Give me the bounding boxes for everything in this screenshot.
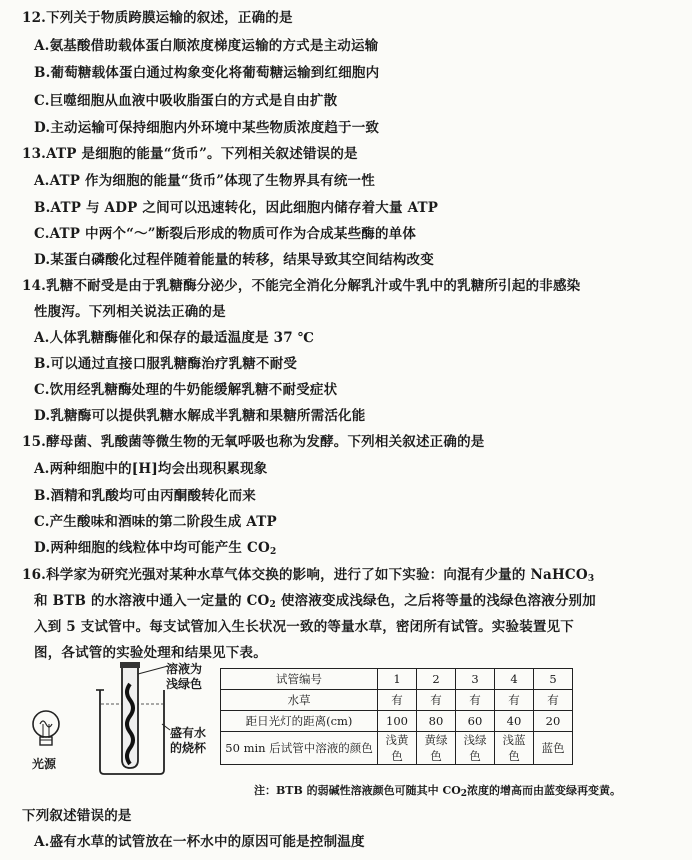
table-cell: 60 <box>456 711 495 732</box>
question-13-option-d: D.某蛋白磷酸化过程伴随着能量的转移，结果导致其空间结构改变 <box>34 252 434 268</box>
question-14-option-c: C.饮用经乳糖酶处理的牛奶能缓解乳糖不耐受症状 <box>34 382 338 398</box>
beaker-label: 盛有水 的烧杯 <box>170 726 207 755</box>
question-14-option-b: B.可以通过直接口服乳糖酶治疗乳糖不耐受 <box>34 356 298 372</box>
table-cell: 80 <box>417 711 456 732</box>
question-12-option-c: C.巨噬细胞从血液中吸收脂蛋白的方式是自由扩散 <box>34 93 338 109</box>
solution-color-label: 溶液为 浅绿色 <box>166 662 203 691</box>
table-note: 注：BTB 的弱碱性溶液颜色可随其中 $CO_2$浓度的增高而由蓝变绿再变黄。 <box>254 784 622 799</box>
table-cell: 有 <box>378 690 417 711</box>
table-cell: 浅黄色 <box>378 732 417 765</box>
question-14-option-d: D.乳糖酶可以提供乳糖水解成半乳糖和果糖所需活化能 <box>34 408 366 424</box>
experiment-figure <box>20 660 680 790</box>
question-13-option-b: B.ATP 与 ADP 之间可以迅速转化，因此细胞内储存着大量 ATP <box>34 200 439 216</box>
table-cell: 5 <box>534 669 573 690</box>
question-13-stem: 13.ATP 是细胞的能量“货币”。下列相关叙述错误的是 <box>22 146 358 162</box>
question-12-stem: 12.下列关于物质跨膜运输的叙述，正确的是 <box>22 10 293 26</box>
table-cell: 有 <box>495 690 534 711</box>
question-15-option-a: A.两种细胞中的[H]均会出现积累现象 <box>34 461 268 477</box>
table-header-cell: 水草 <box>221 690 378 711</box>
table-cell: 4 <box>495 669 534 690</box>
table-cell: 20 <box>534 711 573 732</box>
question-13-option-a: A.ATP 作为细胞的能量“货币”体现了生物界具有统一性 <box>34 173 375 189</box>
table-header-cell: 距日光灯的距离(cm) <box>221 711 378 732</box>
question-13-option-c: C.ATP 中两个“～”断裂后形成的物质可作为合成某些酶的单体 <box>34 226 417 242</box>
question-14-stem-line-1: 14.乳糖不耐受是由于乳糖酶分泌少，不能完全消化分解乳汁或牛乳中的乳糖所引起的非感染 <box>22 278 581 294</box>
beaker-test-tube-diagram <box>94 660 174 778</box>
question-14-option-a: A.人体乳糖酶催化和保存的最适温度是 37 ℃ <box>34 330 315 346</box>
table-cell: 蓝色 <box>534 732 573 765</box>
apparatus-diagram <box>20 660 220 780</box>
table-cell: 1 <box>378 669 417 690</box>
table-cell: 100 <box>378 711 417 732</box>
table-cell: 浅蓝色 <box>495 732 534 765</box>
question-16-stem-line-1: 16.科学家为研究光强对某种水草气体交换的影响，进行了如下实验：向混有少量的 NaHCO$_3$ <box>22 567 595 584</box>
question-14-stem-line-2: 性腹泻。下列相关说法正确的是 <box>34 304 226 320</box>
table-cell: 浅绿色 <box>456 732 495 765</box>
table-cell: 40 <box>495 711 534 732</box>
table-cell: 有 <box>456 690 495 711</box>
question-12-option-d: D.主动运输可保持细胞内外环境中某些物质浓度趋于一致 <box>34 120 380 136</box>
table-row <box>221 732 573 765</box>
question-16-stem-line-3: 入到 5 支试管中。每支试管加入生长状况一致的等量水草，密闭所有试管。实验装置见下 <box>34 619 574 635</box>
question-16-stem-line-2: 和 BTB 的水溶液中通入一定量的 $CO_2$ 使溶液变成浅绿色，之后将等量的浅绿色溶液分别加 <box>34 593 596 610</box>
question-15-stem: 15.酵母菌、乳酸菌等微生物的无氧呼吸也称为发酵。下列相关叙述正确的是 <box>22 434 485 450</box>
table-header-cell: 50 min 后试管中溶液的颜色 <box>221 732 378 765</box>
question-16-option-a: A.盛有水草的试管放在一杯水中的原因可能是控制温度 <box>34 834 365 850</box>
question-12-option-a: A.氨基酸借助载体蛋白顺浓度梯度运输的方式是主动运输 <box>34 38 379 54</box>
question-16-stem-line-4: 图，各试管的实验处理和结果见下表。 <box>34 645 267 661</box>
table-cell: 黄绿色 <box>417 732 456 765</box>
table-cell: 有 <box>417 690 456 711</box>
table-cell: 3 <box>456 669 495 690</box>
question-15-option-d: D.两种细胞的线粒体中均可能产生 $CO_2$ <box>34 540 277 557</box>
table-row <box>221 669 573 690</box>
question-15-option-c: C.产生酸味和酒味的第二阶段生成 ATP <box>34 514 277 530</box>
question-16-ask: 下列叙述错误的是 <box>22 808 132 824</box>
table-row <box>221 690 573 711</box>
table-header-cell: 试管编号 <box>221 669 378 690</box>
results-table <box>220 668 573 765</box>
table-cell: 2 <box>417 669 456 690</box>
question-15-option-b: B.酒精和乳酸均可由丙酮酸转化而来 <box>34 488 257 504</box>
question-12-option-b: B.葡萄糖载体蛋白通过构象变化将葡萄糖运输到红细胞内 <box>34 65 380 81</box>
table-row <box>221 711 573 732</box>
light-source-label: 光源 <box>32 757 57 771</box>
table-cell: 有 <box>534 690 573 711</box>
